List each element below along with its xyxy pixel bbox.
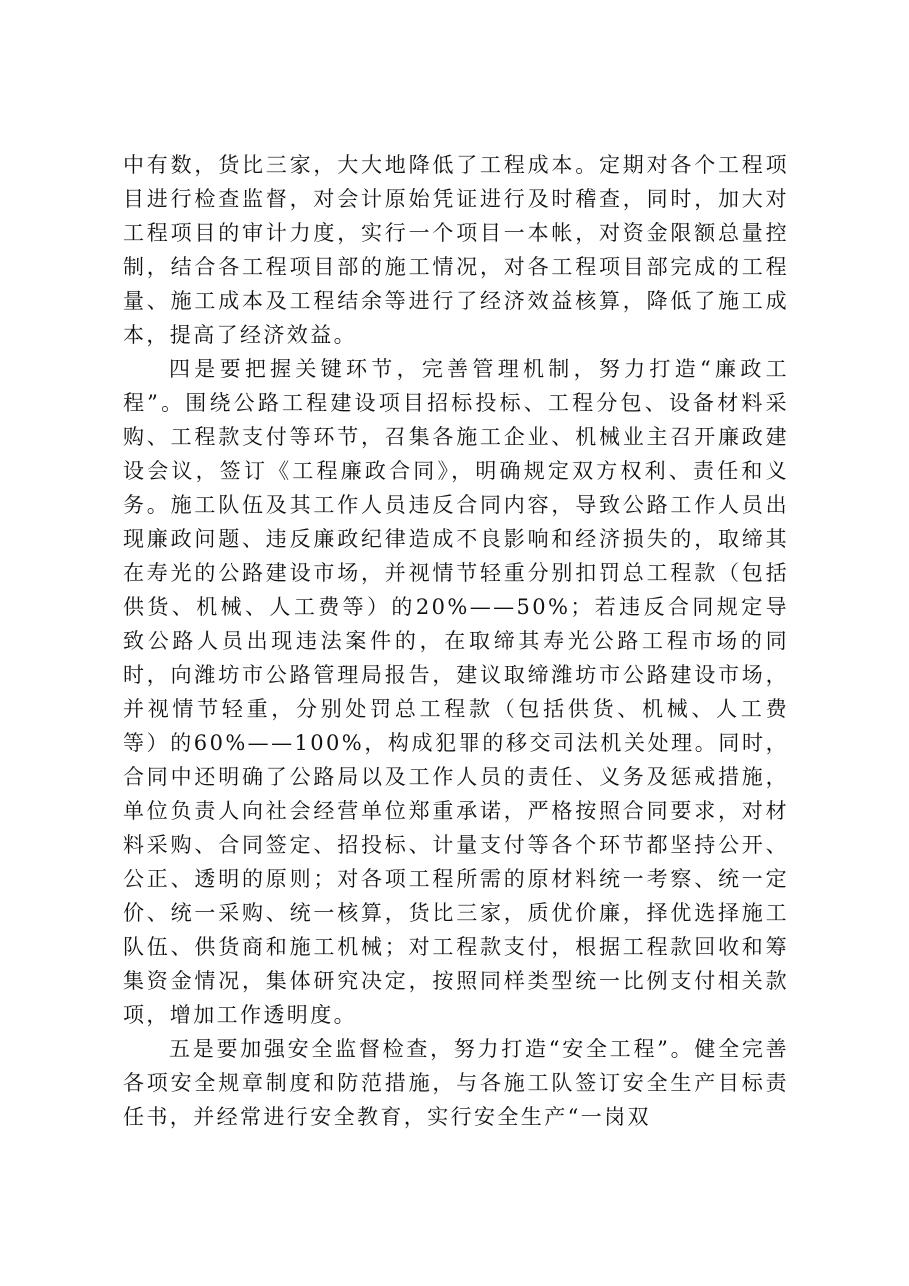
paragraph-safety-project: 五是要加强安全监督检查，努力打造“安全工程”。健全完善各项安全规章制度和防范措施，与各施工队签订安全生产目标责任书，并经常进行安全教育，实行安全生产“一岗双 xyxy=(123,1037,789,1129)
paragraph-integrity-project: 四是要把握关键环节，完善管理机制，努力打造“廉政工程”。围绕公路工程建设项目招标投标、工程分包、设备材料采购、工程款支付等环节，召集各施工企业、机械业主召开廉政建设会议，签订《工程廉政合同》，明确规定双方权利、责任和义务。施工队伍及其工作人员违反合同内容，导致公路工作人员出现廉政问题、违反廉政纪律造成不良影响和经济损失的，取缔其在寿光的公路建设市场，并视情节轻重分别扣罚总工程款（包括供货、机械、人工费等）的20%——50%；若违反合同规定导致公路人员出现违法案件的，在取缔其寿光公路工程市场的同时，向潍坊市公路管理局报告，建议取缔潍坊市公路建设市场，并视情节轻重，分别处罚总工程款（包括供货、机械、人工费等）的60%——100%，构成犯罪的移交司法机关处理。同时，合同中还明确了公路局以及工作人员的责任、义务及惩戒措施，单位负责人向社会经营单位郑重承诺，严格按照合同要求，对材料采购、合同签定、招投标、计量支付等各个环节都坚持公开、公正、透明的原则；对各项工程所需的原材料统一考察、统一定价、统一采购、统一核算，货比三家，质优价廉，择优选择施工队伍、供货商和施工机械；对工程款支付，根据工程款回收和筹集资金情况，集体研究决定，按照同样类型统一比例支付相关款项，增加工作透明度。 xyxy=(123,357,789,1027)
document-body xyxy=(123,148,789,1134)
paragraph-cost-control: 中有数，货比三家，大大地降低了工程成本。定期对各个工程项目进行检查监督，对会计原始凭证进行及时稽查，同时，加大对工程项目的审计力度，实行一个项目一本帐，对资金限额总量控制，结合各工程项目部的施工情况，对各工程项目部完成的工程量、施工成本及工程结余等进行了经济效益核算，降低了施工成本，提高了经济效益。 xyxy=(123,153,789,347)
